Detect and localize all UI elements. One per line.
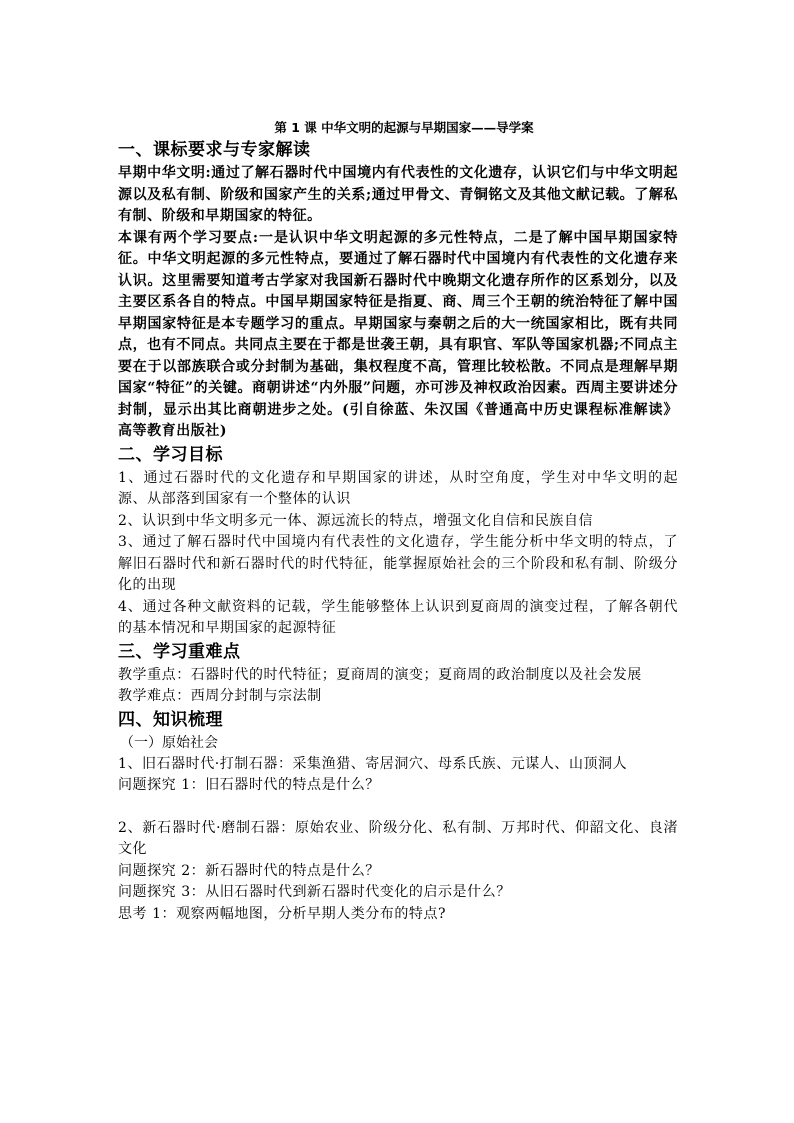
paragraph-early-civilization: 早期中华文明:通过了解石器时代中国境内有代表性的文化遗存，认识它们与中华文明起源以及私有制、阶级和国家产生的关系;通过甲骨文、青铜铭文及其他文献记载。了解私有制、阶级和早期国家的特征。 — [118, 165, 678, 224]
page-title: 第 1 课 中华文明的起源与早期国家——导学案 — [274, 120, 534, 135]
list-item-paleolithic: 1、旧石器时代·打制石器：采集渔猎、寄居洞穴、母系氏族、元谋人、山顶洞人 — [118, 755, 628, 772]
section-heading-objectives: 二、学习目标 — [118, 444, 223, 465]
question-item-2: 问题探究 2：新石器时代的特点是什么？ — [118, 862, 380, 879]
question-item-1: 问题探究 1：旧石器时代的特点是什么？ — [118, 777, 380, 793]
thinking-item-1: 思考 1：观察两幅地图，分析早期人类分布的特点? — [118, 905, 447, 922]
blank-answer-space — [118, 797, 678, 818]
objective-item-2: 2、认识到中华文明多元一体、源远流长的特点，增强文化自信和民族自信 — [118, 512, 594, 529]
section-heading-key-points: 三、学习重难点 — [118, 641, 241, 662]
difficult-point-text: 教学难点：西周分封制与宗法制 — [118, 688, 322, 704]
question-item-3: 问题探究 3：从旧石器时代到新石器时代变化的启示是什么？ — [118, 884, 511, 900]
subheading-primitive-society: （一）原始社会 — [120, 734, 218, 751]
section-heading-standards: 一、课标要求与专家解读 — [118, 140, 311, 160]
objective-item-4: 4、通过各种文献资料的记载，学生能够整体上认识到夏商周的演变过程，了解各朝代的基本情况和早期国家的起源特征 — [118, 598, 678, 636]
objective-item-3: 3、通过了解石器时代中国境内有代表性的文化遗存，学生能分析中华文明的特点，了解旧石器时代和新石器时代的时代特征，能掌握原始社会的三个阶段和私有制、阶级分化的出现 — [118, 534, 678, 593]
paragraph-learning-points: 本课有两个学习要点:一是认识中华文明起源的多元性特点，二是了解中国早期国家特征。中华文明起源的多元性特点，要通过了解石器时代中国境内有代表性的文化遗存来认识。这里需要知道考古学家对我国新石器时代中晚期文化遗存所作的区系划分，以及主要区系各自的特点。中国早期国家特征是指夏、商、周三个王朝的统治特征了解中国早期国家特征是本专题学习的重点。早期国家与秦朝之后的大一统国家相比，既有共同点，也有不同点。共同点主要在于都是世袭王朝，具有职官、军队等国家机器;不同点主要在于以部族联合或分封制为基础，集权程度不高，管理比较松散。不同点是理解早期国家“特征”的关键。商朝讲述“内外服”问题，亦可涉及神权政治因素。西周主要讲述分封制，显示出其比商朝进步之处。(引自徐蓝、朱汉国《普通高中历史课程标准解读》高等教育出版社) — [118, 229, 678, 439]
document-page — [118, 118, 678, 925]
list-item-neolithic: 2、新石器时代·磨制石器：原始农业、阶级分化、私有制、万邦时代、仰韶文化、良渚文化 — [118, 819, 678, 857]
objective-item-1: 1、通过石器时代的文化遗存和早期国家的讲述，从时空角度，学生对中华文明的起源、从部落到国家有一个整体的认识 — [118, 469, 678, 507]
key-point-text: 教学重点：石器时代的时代特征；夏商周的演变；夏商周的政治制度以及社会发展 — [118, 666, 642, 683]
section-heading-knowledge: 四、知识梳理 — [118, 709, 223, 730]
